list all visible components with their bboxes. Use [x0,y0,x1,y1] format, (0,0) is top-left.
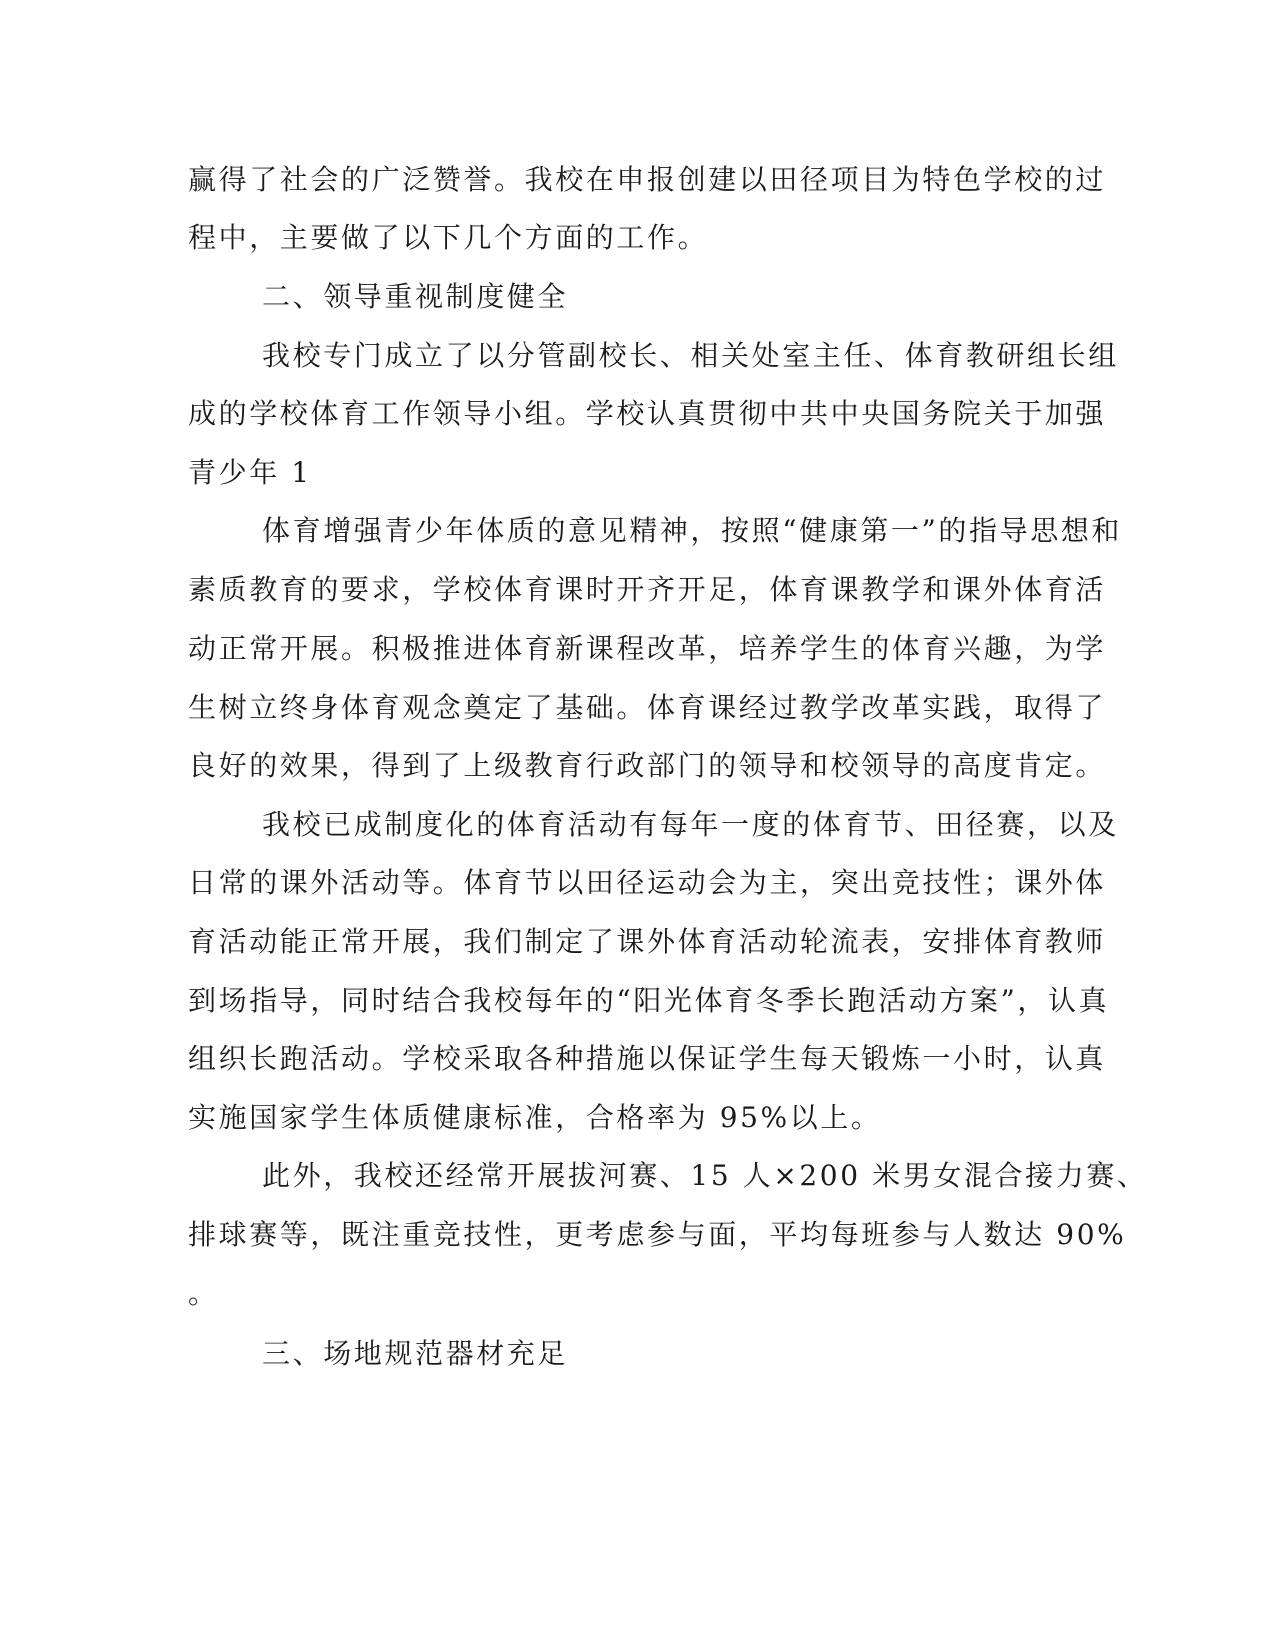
text-line: 我校专门成立了以分管副校长、相关处室主任、体育教研组长组 [262,339,1119,372]
text-line: 组织长跑活动。学校采取各种措施以保证学生每天锻炼一小时，认真 [188,1042,1107,1075]
section-heading: 二、领导重视制度健全 [262,280,569,313]
text-line: 动正常开展。积极推进体育新课程改革，培养学生的体育兴趣，为学 [188,632,1107,665]
text-line: 实施国家学生体质健康标准，合格率为 95%以上。 [188,1101,882,1134]
text-line: 素质教育的要求，学校体育课时开齐开足，体育课教学和课外体育活 [188,573,1107,606]
text-line: 生树立终身体育观念奠定了基础。体育课经过教学改革实践，取得了 [188,691,1107,724]
text-line: 。 [188,1277,219,1310]
text-line: 良好的效果，得到了上级教育行政部门的领导和校领导的高度肯定。 [188,749,1107,782]
text-line: 体育增强青少年体质的意见精神，按照“健康第一”的指导思想和 [262,514,1123,547]
text-line: 成的学校体育工作领导小组。学校认真贯彻中共中央国务院关于加强 [188,397,1107,430]
text-line: 排球赛等，既注重竞技性，更考虑参与面，平均每班参与人数达 90% [188,1218,1127,1251]
text-line: 育活动能正常开展，我们制定了课外体育活动轮流表，安排体育教师 [188,925,1107,958]
text-line: 青少年 1 [188,456,312,489]
text-line: 赢得了社会的广泛赞誉。我校在申报创建以田径项目为特色学校的过 [188,163,1107,196]
text-line: 日常的课外活动等。体育节以田径运动会为主，突出竞技性；课外体 [188,866,1107,899]
text-line: 到场指导，同时结合我校每年的“阳光体育冬季长跑活动方案”，认真 [188,984,1110,1017]
text-line: 程中，主要做了以下几个方面的工作。 [188,221,709,254]
text-line: 此外，我校还经常开展拔河赛、15 人×200 米男女混合接力赛、 [262,1159,1148,1192]
section-heading: 三、场地规范器材充足 [262,1337,569,1370]
text-line: 我校已成制度化的体育活动有每年一度的体育节、田径赛，以及 [262,808,1119,841]
